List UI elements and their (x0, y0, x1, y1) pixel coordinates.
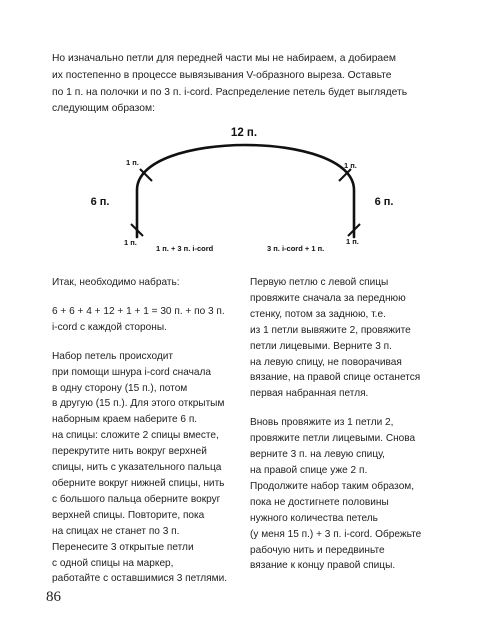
intro-line: следующим образом: (52, 103, 155, 115)
left-column (52, 275, 252, 600)
text-line: в одну сторону (15 п.), потом (52, 382, 188, 394)
label-right-side: 6 п. (374, 196, 394, 208)
text-line: Итак, необходимо набрать: (52, 277, 180, 288)
label-right-upper: 1 п. (344, 161, 357, 170)
text-line: нужного количества петель (250, 512, 378, 524)
text-line: вязание, на правой спице останется (250, 372, 421, 384)
text-line: Перенесите 3 открытые петли (52, 541, 194, 553)
text-line: 6 + 6 + 4 + 12 + 1 + 1 = 30 п. + по 3 п. (52, 305, 225, 317)
label-bottom-left: 1 п. + 3 п. i-cord (156, 244, 214, 253)
text-line: Первую петлю с левой спицы (250, 277, 389, 288)
neckline-arc (137, 145, 354, 237)
text-line: спицы, нить с указательного пальца (52, 462, 222, 474)
text-line: Продолжите набор таким образом, (250, 480, 415, 492)
label-right-lower: 1 п. (346, 237, 359, 246)
text-line: верхней спицы. Повторите, пока (52, 509, 205, 521)
label-left-lower: 1 п. (124, 238, 137, 247)
text-line: i-cord с каждой стороны. (52, 321, 167, 333)
text-line: на правой спице уже 2 п. (250, 464, 368, 476)
label-left-upper: 1 п. (126, 158, 139, 167)
paragraph (52, 275, 252, 291)
text-line: верните 3 п. на левую спицу, (250, 449, 385, 461)
right-column (250, 275, 450, 587)
text-line: из 1 петли вывяжите 2, провяжите (250, 324, 411, 336)
intro-line: по 1 п. на полочки и по 3 п. i-cord. Распределение петель будет выглядеть (52, 86, 408, 98)
paragraph (250, 415, 450, 574)
text-line: Набор петель происходит (52, 350, 174, 362)
page-number: 86 (46, 589, 61, 605)
text-line: при помощи шнура i-cord сначала (52, 366, 211, 378)
paragraph (52, 349, 252, 588)
text-line: стенку, потом за заднюю, т.е. (250, 308, 386, 320)
text-line: с одной спицы на маркер, (52, 557, 174, 569)
text-line: рабочую нить и передвиньте (250, 544, 385, 556)
text-line: на левую спицу, не поворачивая (250, 356, 402, 368)
text-line: провяжите сначала за переднюю (250, 292, 406, 304)
intro-line: их постепенно в процессе вывязывания V-образного выреза. Оставьте (52, 69, 392, 81)
paragraph (250, 275, 450, 402)
label-bottom-right: 3 п. i-cord + 1 п. (267, 244, 325, 253)
text-line: петли лицевыми. Верните 3 п. (250, 340, 392, 352)
text-line: пока не достигнете половины (250, 496, 389, 508)
text-line: наборным краем наберите 6 п. (52, 414, 198, 426)
label-left-side: 6 п. (90, 196, 110, 208)
text-line: на спицы: сложите 2 спицы вместе, (52, 430, 219, 442)
intro-paragraph (52, 51, 452, 118)
text-line: провяжите петли лицевыми. Снова (250, 433, 416, 445)
text-line: в другую (15 п.). Для этого открытым (52, 398, 225, 410)
text-line: перекрутите нить вокруг верхней (52, 446, 207, 458)
text-line: вязание к концу правой спицы. (250, 560, 396, 572)
text-line: оберните вокруг нижней спицы, нить (52, 477, 225, 489)
text-line: на спицах не станет по 3 п. (52, 525, 180, 537)
text-line: работайте с оставшимися 3 петлями. (52, 573, 228, 585)
intro-line: Но изначально петли для передней части мы не набираем, а добираем (52, 53, 396, 64)
text-line: (у меня 15 п.) + 3 п. i-cord. Обрежьте (250, 528, 422, 540)
paragraph (52, 304, 252, 336)
stitch-distribution-diagram (0, 120, 494, 260)
label-top-stitches: 12 п. (230, 127, 258, 139)
text-line: с большого пальца оберните вокруг (52, 493, 221, 505)
text-line: Вновь провяжите из 1 петли 2, (250, 417, 394, 429)
text-line: первая набранная петля. (250, 388, 369, 400)
